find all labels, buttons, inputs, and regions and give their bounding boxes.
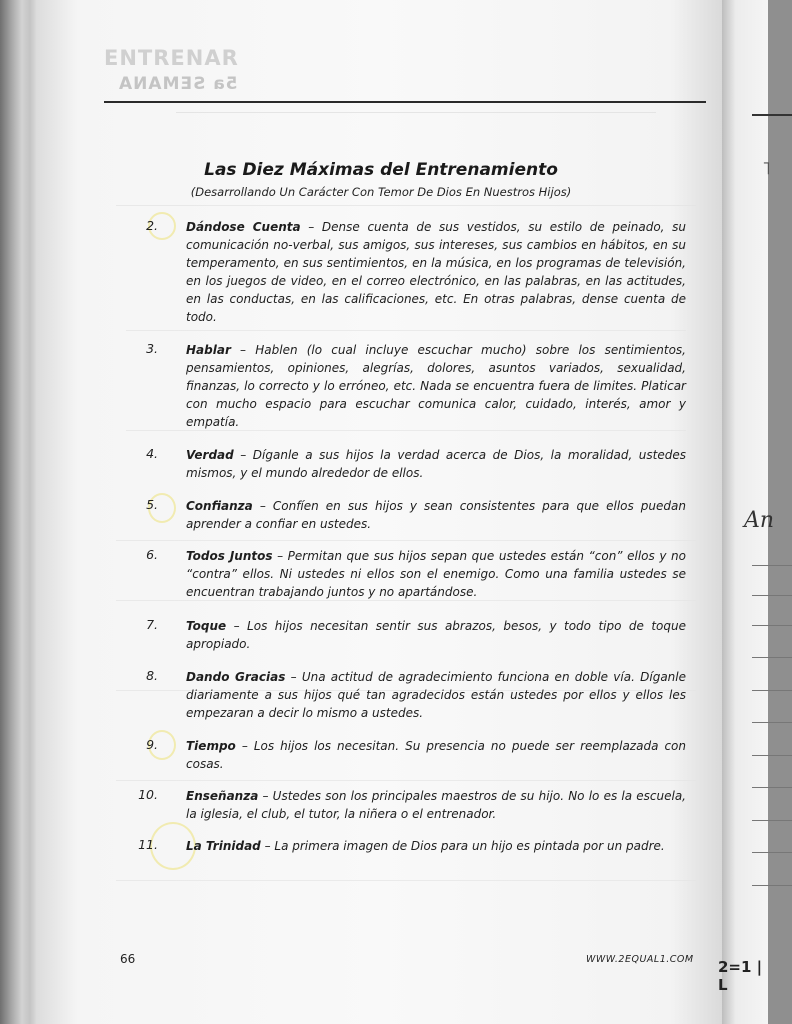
- page-number: 66: [120, 952, 136, 966]
- next-page-fragment: ˥: [762, 158, 771, 179]
- maxim-description: – Dense cuenta de sus vestidos, su estilo de peinado, su comunicación no-verbal, sus amigos, sus intereses, sus cambios en hábitos, en su temperamento, en sus sentimientos, en la música, en los programas de televisión, en los juegos de video, en el correo electrónico, en las palabras, en las actitudes, en las conductas, en las calificaciones, etc. En otras palabras, dense cuenta de todo.: [186, 220, 686, 324]
- maxim-text: [186, 547, 686, 601]
- maxim-number: 10.: [138, 787, 158, 802]
- next-page-rule: [752, 114, 792, 116]
- next-page-heading-fragment: An: [744, 508, 775, 533]
- maxim-text: [186, 341, 686, 431]
- maxim-text: [186, 446, 686, 482]
- maxim-term: Tiempo: [186, 739, 236, 753]
- maxim-description: – La primera imagen de Dios para un hijo es pintada por un padre.: [260, 839, 665, 853]
- maxim-description: – Los hijos los necesitan. Su presencia no puede ser reemplazada con cosas.: [186, 739, 686, 771]
- next-page-line: [752, 657, 792, 658]
- maxim-text: [186, 668, 686, 722]
- book-page-right-edge: [718, 0, 775, 1024]
- maxim-term: Todos Juntos: [186, 549, 273, 563]
- maxim-number: 2.: [146, 218, 158, 233]
- maxim-term: Dando Gracias: [186, 670, 286, 684]
- next-page-line: [752, 690, 792, 691]
- maxim-description: – Una actitud de agradecimiento funciona en doble vía. Díganle diariamente a sus hijos qué tan agradecidos están ustedes por ellos y ellos les empezaran a decir lo mismo a ustedes.: [186, 670, 686, 720]
- bleed-through-week: 5a SEMANA: [118, 74, 238, 94]
- maxim-text: [186, 737, 686, 773]
- book-page-left: [36, 0, 726, 1024]
- maxim-description: – Ustedes son los principales maestros de su hijo. No lo es la escuela, la iglesia, el club, el tutor, la niñera o el entrenador.: [186, 789, 686, 821]
- maxim-text: [186, 617, 686, 653]
- maxim-text: [186, 837, 686, 855]
- maxim-term: Verdad: [186, 448, 234, 462]
- maxim-text: [186, 218, 686, 326]
- maxim-text: [186, 497, 686, 533]
- next-page-line: [752, 885, 792, 886]
- bleed-through-heading: ENTRENAR: [104, 46, 239, 70]
- page-title: Las Diez Máximas del Entrenamiento: [204, 160, 558, 180]
- maxim-term: Hablar: [186, 343, 231, 357]
- maxim-number: 11.: [138, 837, 158, 852]
- maxim-term: Confianza: [186, 499, 253, 513]
- next-page-line: [752, 787, 792, 788]
- maxim-description: – Permitan que sus hijos sepan que ustedes están “con” ellos y no “contra” ellos. Ni ustedes ni ellos son el enemigo. Como una familia ustedes se encuentran trabajando juntos y no apartándose.: [186, 549, 686, 599]
- next-page-line: [752, 852, 792, 853]
- header-rule: [104, 101, 706, 103]
- next-page-line: [752, 755, 792, 756]
- book-binding: [0, 0, 40, 1024]
- maxim-number: 5.: [146, 497, 158, 512]
- maxim-number: 9.: [146, 737, 158, 752]
- next-page-line: [752, 625, 792, 626]
- maxim-description: – Hablen (lo cual incluye escuchar mucho) sobre los sentimientos, pensamientos, opiniones, alegrías, dolores, asuntos variados, sexualidad, finanzas, lo correcto y lo erróneo, etc. Nada se encuentra fuera de limites. Platicar con mucho espacio para escuchar comunica calor, cuidado, interés, amor y empatía.: [186, 343, 686, 429]
- maxim-term: Toque: [186, 619, 227, 633]
- maxim-text: [186, 787, 686, 823]
- next-page-footer: 2=1 | L: [718, 958, 763, 994]
- next-page-line: [752, 820, 792, 821]
- next-page-line: [752, 595, 792, 596]
- maxim-number: 4.: [146, 446, 158, 461]
- next-page-line: [752, 565, 792, 566]
- maxim-number: 8.: [146, 668, 158, 683]
- maxim-number: 3.: [146, 341, 158, 356]
- maxim-term: Enseñanza: [186, 789, 259, 803]
- page-subtitle: (Desarrollando Un Carácter Con Temor De Dios En Nuestros Hijos): [190, 185, 572, 199]
- maxim-number: 7.: [146, 617, 158, 632]
- maxim-term: Dándose Cuenta: [186, 220, 301, 234]
- maxim-description: – Los hijos necesitan sentir sus abrazos, besos, y todo tipo de toque apropiado.: [186, 619, 686, 651]
- maxim-term: La Trinidad: [186, 839, 261, 853]
- maxim-number: 6.: [146, 547, 158, 562]
- maxim-description: – Confíen en sus hijos y sean consistentes para que ellos puedan aprender a confiar en ustedes.: [186, 499, 686, 531]
- website-footer: WWW.2EQUAL1.COM: [586, 954, 694, 965]
- maxim-description: – Díganle a sus hijos la verdad acerca de Dios, la moralidad, ustedes mismos, y el mundo alrededor de ellos.: [186, 448, 686, 480]
- next-page-line: [752, 722, 792, 723]
